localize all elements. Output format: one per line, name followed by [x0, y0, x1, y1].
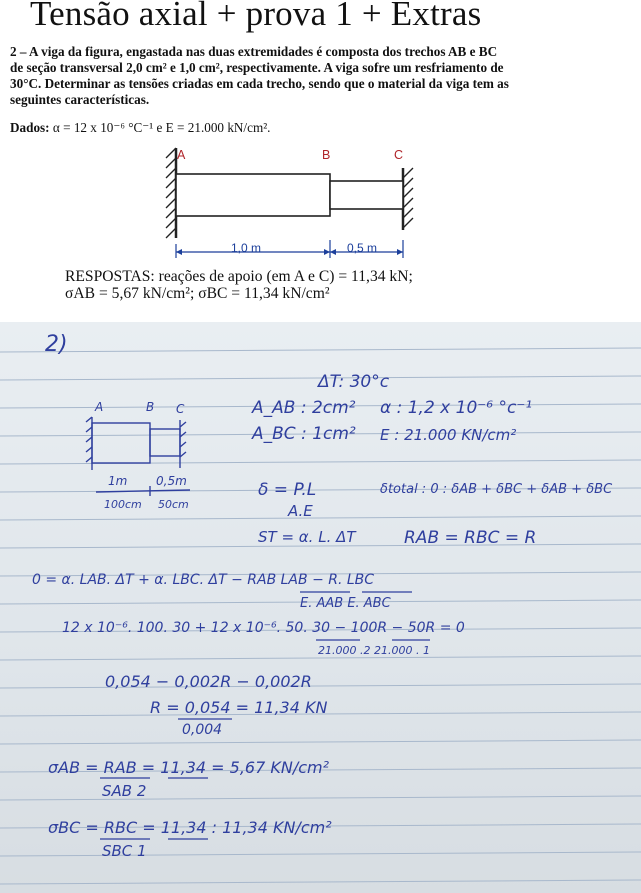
- hand-area-bc: A_BC : 1cm²: [252, 424, 356, 444]
- answers-block: [65, 268, 413, 302]
- hand-equation-numeric-den: 21.000 .2 21.000 . 1: [318, 644, 430, 657]
- hand-sigma-ab: σAB = RAB = 11,34 = 5,67 KN/cm²: [48, 758, 329, 777]
- given-data: [10, 120, 270, 136]
- hand-equation-numeric: 12 x 10⁻⁶. 100. 30 + 12 x 10⁻⁶. 50. 30 − 100R − 50R = 0: [62, 620, 465, 636]
- dimension-ab: 1,0 m: [231, 241, 262, 255]
- right-wall-hatch: [403, 168, 413, 228]
- hand-dim-100cm: 100cm: [104, 498, 142, 511]
- hand-delta-t: ΔT: 30°c: [318, 372, 390, 392]
- given-data-label: Dados:: [10, 120, 50, 135]
- hand-e-modulus: E : 21.000 KN/cm²: [380, 426, 517, 444]
- hand-r-denominator: 0,004: [182, 722, 223, 738]
- hand-label-c: C: [176, 402, 185, 416]
- problem-line-1: 2 – A viga da figura, engastada nas duas extremidades é composta dos trechos AB e BC: [10, 44, 498, 59]
- hand-label-b: B: [146, 400, 155, 414]
- hand-r-value: R = 0,054 = 11,34 KN: [150, 698, 328, 717]
- hand-sigma-bc-den: SBC 1: [102, 842, 147, 860]
- hand-equation-simplified: 0,054 − 0,002R − 0,002R: [105, 672, 312, 691]
- point-a-label: A: [177, 148, 186, 162]
- hand-reactions: RAB = RBC = R: [404, 528, 537, 548]
- hand-equation-main: 0 = α. LAB. ΔT + α. LBC. ΔT − RAB LAB − R. LBC: [32, 572, 375, 588]
- problem-line-4: seguintes características.: [10, 92, 150, 107]
- hand-problem-number: 2): [45, 332, 68, 357]
- point-b-label: B: [322, 148, 331, 162]
- answers-line-2: σAB = 5,67 kN/cm²; σBC = 11,34 kN/cm²: [65, 285, 330, 302]
- hand-dim-05m: 0,5m: [156, 474, 187, 488]
- point-c-label: C: [394, 148, 404, 162]
- hand-delta-total: δtotal : 0 : δAB + δBC + δAB + δBC: [380, 482, 613, 497]
- hand-alpha: α : 1,2 x 10⁻⁶ °c⁻¹: [380, 398, 533, 418]
- hand-sigma-ab-den: SAB 2: [102, 782, 147, 800]
- beam-segment-ab: [176, 174, 330, 216]
- answers-line-1: RESPOSTAS: reações de apoio (em A e C) = 11,34 kN;: [65, 268, 413, 285]
- hand-sigma-bc: σBC = RBC = 11,34 : 11,34 KN/cm²: [48, 818, 332, 837]
- page-title: Tensão axial + prova 1 + Extras: [30, 0, 482, 33]
- hand-area-ab: A_AB : 2cm²: [252, 398, 356, 418]
- hand-equation-main-den: E. AAB E. ABC: [300, 596, 391, 611]
- notebook-photo: [0, 322, 641, 893]
- hand-delta-formula-num: δ = P.L: [258, 480, 317, 500]
- hand-thermal-formula: ST = α. L. ΔT: [258, 528, 356, 546]
- dimension-bc: 0,5 m: [347, 241, 378, 255]
- problem-line-3: 30°C. Determinar as tensões criadas em cada trecho, sendo que o material da viga tem as: [10, 76, 509, 91]
- hand-label-a: A: [95, 400, 104, 414]
- hand-dim-50cm: 50cm: [158, 498, 189, 511]
- problem-line-2: de seção transversal 2,0 cm² e 1,0 cm², respectivamente. A viga sofre um resfriamento de: [10, 60, 504, 75]
- hand-delta-formula-den: A.E: [288, 502, 313, 520]
- hand-dim-1m: 1m: [108, 474, 128, 488]
- left-wall-hatch: [166, 148, 176, 238]
- beam-segment-bc: [330, 181, 403, 209]
- given-data-text: α = 12 x 10⁻⁶ °C⁻¹ e E = 21.000 kN/cm².: [49, 120, 271, 135]
